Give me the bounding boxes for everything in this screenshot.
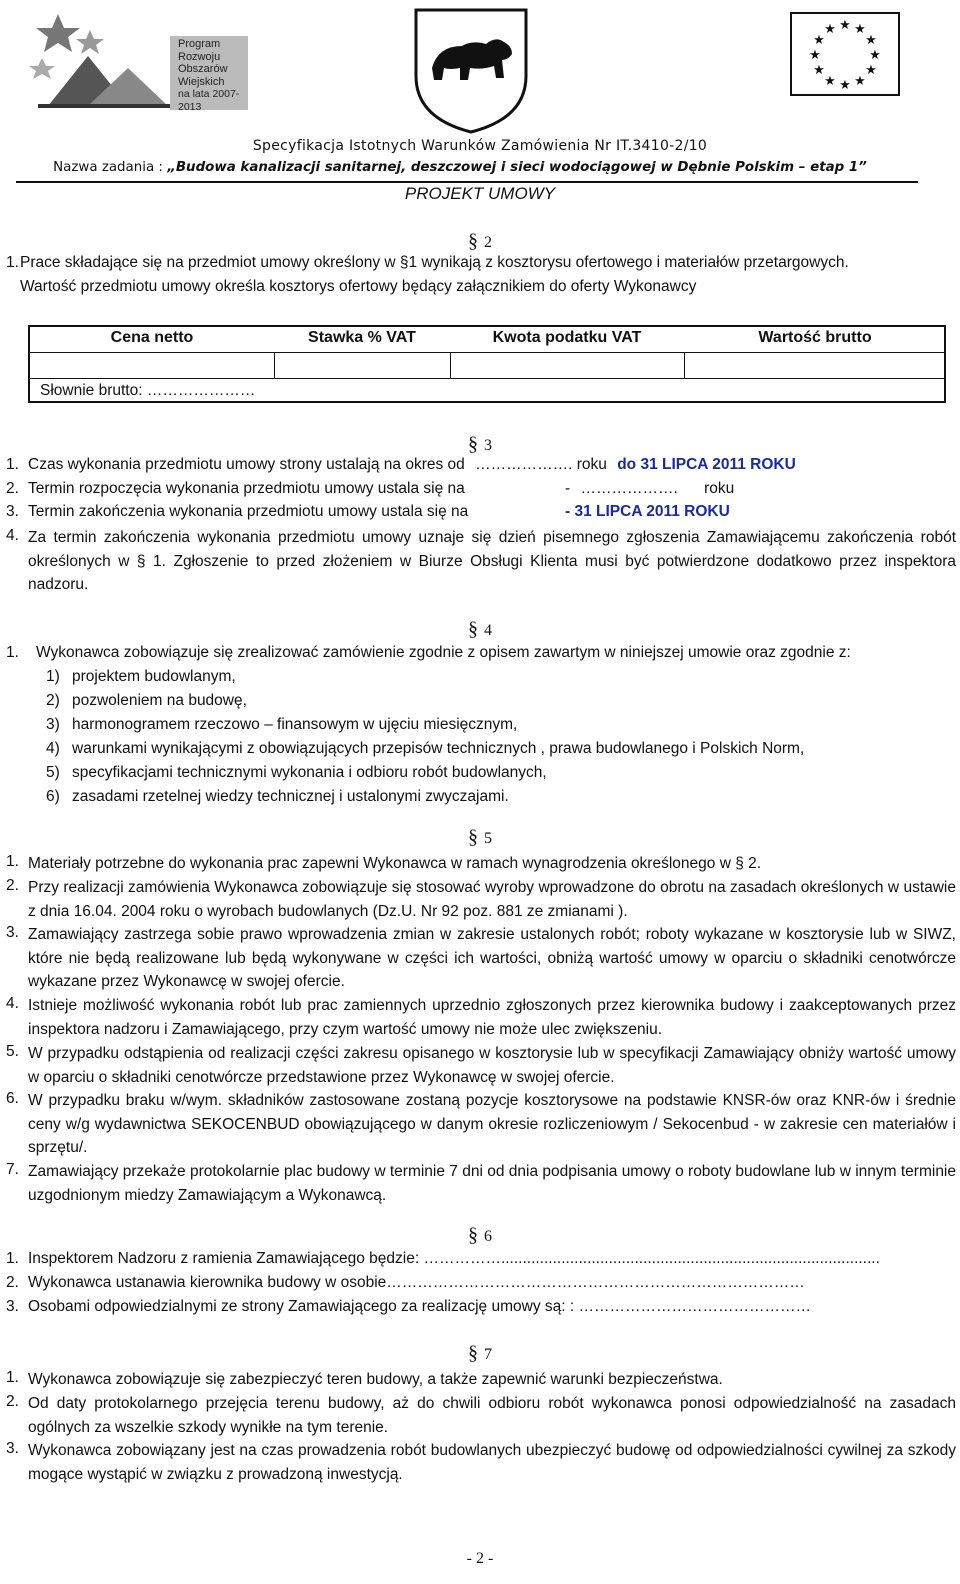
- svg-text:★: ★: [865, 33, 877, 48]
- table-rule: [274, 352, 275, 379]
- s4-subitem: [46, 692, 247, 710]
- item-number: 1.: [6, 644, 19, 661]
- section-heading-3: [0, 433, 960, 456]
- svg-text:★: ★: [813, 33, 825, 48]
- section-number: 6: [484, 1228, 492, 1245]
- item-number: 5.: [6, 1043, 19, 1060]
- end-date: - 31 LIPCA 2011 ROKU: [565, 503, 730, 520]
- item-number: 6.: [6, 1090, 19, 1107]
- item-number: 1.: [6, 1250, 19, 1267]
- table-rule: [30, 352, 944, 353]
- item-number: 3.: [6, 1440, 19, 1457]
- price-table: [28, 325, 946, 403]
- item-number: 1.: [6, 1369, 19, 1386]
- table-header: Stawka % VAT: [308, 329, 416, 346]
- s5-item-7: Zamawiający przekaże protokolarnie plac budowy w terminie 7 dni od dnia podpisania umowy o roboty budowlane lub w innym terminie uzgodnionym miedzy Zamawiającym a Wykonawcą.: [28, 1163, 956, 1204]
- s5-item-2: Przy realizacji zamówienia Wykonawca zobowiązuje się stosować wyroby wprowadzone do obrotu na zasadach określonych w ustawie z dnia 16.04. 2004 roku o wyrobach budowlanych (Dz.U. Nr 92 poz. 881 ze zmianami ).: [28, 879, 956, 920]
- subitem-number: 5): [46, 764, 60, 781]
- s4-subitem: [46, 788, 509, 806]
- s5-item-1: Materiały potrzebne do wykonania prac zapewni Wykonawca w ramach wynagrodzenia określonego w § 2.: [28, 855, 762, 872]
- s7-item-3: Wykonawca zobowiązany jest na czas prowadzenia robót budowlanych ubezpieczyć budowę od odpowiedzialności cywilnej za szkody mogące wystąpić w związku z prowadzoną inwestycją.: [28, 1442, 956, 1483]
- roku-label: roku: [704, 480, 735, 497]
- section-heading-6: [0, 1224, 960, 1247]
- subitem-number: 1): [46, 668, 60, 685]
- subitem-text: specyfikacjami technicznymi wykonania i odbioru robót budowlanych,: [72, 764, 547, 781]
- table-header: Cena netto: [110, 329, 194, 346]
- s4-subitem: [46, 716, 517, 734]
- subitem-number: 2): [46, 692, 60, 709]
- roku-label: roku: [576, 456, 607, 473]
- section-sign: §: [468, 826, 478, 848]
- blank-dots: ……………….: [475, 456, 573, 473]
- subitem-number: 4): [46, 740, 60, 757]
- section-sign: §: [468, 1224, 478, 1246]
- item-number: 1.: [6, 853, 19, 870]
- svg-text:★: ★: [839, 78, 851, 93]
- svg-text:★: ★: [813, 63, 825, 78]
- s7-item-1: Wykonawca zobowiązuje się zabezpieczyć teren budowy, a także zapewnić warunki bezpieczeństwa.: [28, 1371, 723, 1388]
- prow-line: Obszarów: [178, 63, 228, 75]
- section-sign: §: [468, 230, 478, 252]
- svg-text:★: ★: [854, 74, 866, 89]
- s5-item-3: Zamawiający zastrzega sobie prawo wprowadzenia zmian w zakresie ustalonych robót; roboty wykazane w kosztorysie lub w SIWZ, które nie będą realizowane lub będą wykonywane w części ich wartości, obniżą wartość umowy w oparciu o składniki cenotwórcze wykazane przez Wykonawcę w swojej ofercie.: [28, 926, 956, 990]
- table-header: Kwota podatku VAT: [492, 329, 642, 346]
- task-prefix: Nazwa zadania :: [53, 160, 168, 175]
- subitem-text: pozwoleniem na budowę,: [72, 692, 247, 709]
- prow-line: na lata 2007-2013: [178, 88, 240, 113]
- section-number: 2: [484, 234, 492, 251]
- page-number: - 2 -: [466, 1550, 494, 1567]
- section-number: 5: [484, 830, 492, 847]
- item-number: 7.: [6, 1161, 19, 1178]
- section-heading-7: [0, 1342, 960, 1365]
- prow-logo: [28, 6, 248, 113]
- s3-item-1: [28, 456, 796, 474]
- s2-item-1-cont: Wartość przedmiotu umowy określa kosztorys ofertowy będący załącznikiem do oferty Wykonawcy: [20, 278, 697, 295]
- s5-item-4: Istnieje możliwość wykonania robót lub prac zamiennych uprzednio zgłoszonych przez kierownika budowy i zaakceptowanych przez inspektora nadzoru i Zamawiającego, przy czym wartość umowy nie może ulec zwiększeniu.: [28, 997, 956, 1038]
- s6-item-2: Wykonawca ustanawia kierownika budowy w osobie………………………………………………………………………: [28, 1274, 805, 1291]
- s4-subitem: [46, 668, 236, 686]
- s6-item-1: Inspektorem Nadzoru z ramienia Zamawiającego będzie: ……………........................................................................................: [28, 1250, 880, 1267]
- s3-item-4: Za termin zakończenia wykonania przedmiotu umowy uznaje się dzień pisemnego zgłoszenia Zamawiającemu zakończenia robót określonych w § 1. Zgłoszenie to przed złożeniem w Biurze Obsługi Klienta musi być potwierdzone dodatkowo przez inspektora nadzoru.: [28, 529, 956, 593]
- svg-text:★: ★: [809, 48, 821, 63]
- section-sign: §: [468, 433, 478, 455]
- subitem-number: 3): [46, 716, 60, 733]
- task-name-line: [0, 160, 920, 175]
- subitem-text: zasadami rzetelnej wiedzy technicznej i ustalonymi zwyczajami.: [72, 788, 509, 805]
- section-number: 3: [484, 437, 492, 454]
- s3-item-2-blank: [565, 480, 734, 498]
- subitem-number: 6): [46, 788, 60, 805]
- table-rule: [684, 352, 685, 379]
- s3-item-1-text: Czas wykonania przedmiotu umowy strony ustalają na okres od: [28, 456, 465, 473]
- table-rule: [30, 378, 944, 379]
- section-sign: §: [468, 1342, 478, 1364]
- item-number: 1.: [6, 254, 19, 271]
- slownie-brutto: Słownie brutto: …………………: [40, 382, 256, 399]
- svg-text:★: ★: [824, 74, 836, 89]
- s5-item-5: W przypadku odstąpienia od realizacji części zakresu opisanego w kosztorysie lub w specyfikacji Zamawiający obniży wartość umowy w oparciu o składniki cenotwórcze przedstawione przez Wykonawcę w swojej ofercie.: [28, 1045, 956, 1086]
- s3-item-2: [28, 480, 465, 498]
- s4-item-1: Wykonawca zobowiązuje się zrealizować zamówienie zgodnie z opisem zawartym w niniejszej umowie oraz zgodnie z:: [36, 644, 851, 661]
- s2-item-1: Prace składające się na przedmiot umowy określony w §1 wynikają z kosztorysu ofertowego i materiałów przetargowych.: [20, 254, 849, 271]
- item-number: 4.: [6, 995, 19, 1012]
- s4-subitem: [46, 740, 804, 758]
- item-number: 2.: [6, 877, 19, 894]
- s4-subitem: [46, 764, 547, 782]
- s3-item-3: Termin zakończenia wykonania przedmiotu umowy ustala się na: [28, 503, 469, 520]
- subitem-text: projektem budowlanym,: [72, 668, 236, 685]
- s3-item-2-text: Termin rozpoczęcia wykonania przedmiotu umowy ustala się na: [28, 480, 465, 497]
- prow-line: Wiejskich: [178, 75, 225, 88]
- s6-item-3: Osobami odpowiedzialnymi ze strony Zamawiającego za realizację umowy są: : ………………………………………: [28, 1298, 811, 1315]
- section-heading-5: [0, 826, 960, 849]
- svg-text:★: ★: [869, 48, 881, 63]
- item-number: 2.: [6, 1393, 19, 1410]
- eu-flag-icon: [790, 12, 900, 96]
- blank-dots: ……………….: [580, 480, 678, 497]
- doc-title: PROJEKT UMOWY: [404, 184, 556, 203]
- item-number: 3.: [6, 1298, 19, 1315]
- bear-coat-of-arms-icon: [412, 6, 530, 134]
- svg-text:★: ★: [839, 18, 851, 33]
- svg-text:★: ★: [865, 63, 877, 78]
- svg-text:★: ★: [854, 22, 866, 37]
- subitem-text: harmonogramem rzeczowo – finansowym w ujęciu miesięcznym,: [72, 716, 518, 733]
- spec-line: Specyfikacja Istotnych Warunków Zamówienia Nr IT.3410-2/10: [252, 138, 708, 154]
- section-heading-4: [0, 618, 960, 641]
- item-number: 3.: [6, 924, 19, 941]
- s5-item-6: W przypadku braku w/wym. składników zastosowane zostaną pozycje kosztorysowe na podstawie KNSR-ów oraz KNR-ów i średnie ceny w/g wydawnictwa SEKOCENBUD obowiązującego w danym okresie rozliczeniowym / Sekocenbud - w zakresie cen materiałów i sprzętu/.: [28, 1092, 956, 1156]
- prow-line: Program: [178, 38, 221, 50]
- table-rule: [450, 352, 451, 379]
- svg-text:★: ★: [824, 22, 836, 37]
- section-number: 7: [484, 1346, 492, 1363]
- subitem-text: warunkami wynikającymi z obowiązujących przepisów technicznych , prawa budowlanego i Polskich Norm,: [72, 740, 805, 757]
- section-sign: §: [468, 618, 478, 640]
- task-name: „Budowa kanalizacji sanitarnej, deszczowej i sieci wodociągowej w Dębnie Polskim – etap 1”: [167, 160, 867, 175]
- end-date: do 31 LIPCA 2011 ROKU: [617, 456, 796, 473]
- section-number: 4: [484, 622, 492, 639]
- item-number: 2.: [6, 480, 19, 497]
- item-number: 3.: [6, 503, 19, 520]
- header-divider: [16, 181, 918, 183]
- table-header: Wartość brutto: [758, 329, 872, 346]
- item-number: 4.: [6, 527, 19, 544]
- item-number: 2.: [6, 1274, 19, 1291]
- s7-item-2: Od daty protokolarnego przejęcia terenu budowy, aż do chwili odbioru robót wykonawca ponosi odpowiedzialność na zasadach ogólnych za wszelkie szkody wynikłe na tym terenie.: [28, 1395, 956, 1436]
- dash: -: [565, 480, 571, 497]
- item-number: 1.: [6, 456, 19, 473]
- section-heading-2: [0, 230, 960, 253]
- prow-line: Rozwoju: [178, 50, 221, 63]
